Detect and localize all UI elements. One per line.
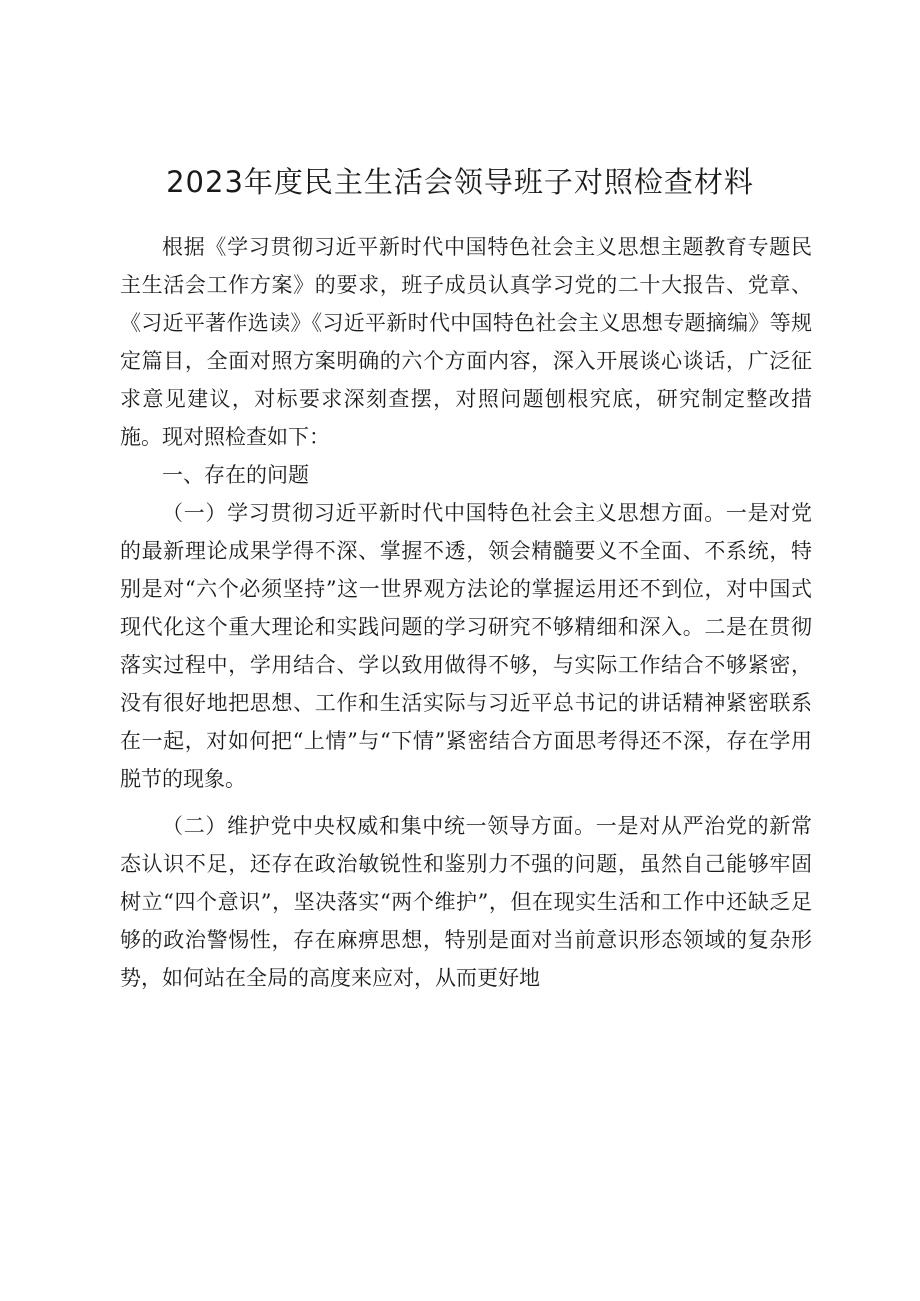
item-1-paragraph: （一）学习贯彻习近平新时代中国特色社会主义思想方面。一是对党的最新理论成果学得不深、掌握不透，领会精髓要义不全面、不系统，特别是对“六个必须坚持”这一世界观方法论的掌握运用还不到位，对中国式现代化这个重大理论和实践问题的学习研究不够精细和深入。二是在贯彻落实过程中，学用结合、学以致用做得不够，与实际工作结合不够紧密，没有很好地把思想、工作和生活实际与习近平总书记的讲话精神紧密联系在一起，对如何把“上情”与“下情”紧密结合方面思考得还不深，存在学用脱节的现象。	[120, 501, 812, 791]
intro-paragraph: 根据《学习贯彻习近平新时代中国特色社会主义思想主题教育专题民主生活会工作方案》的要求，班子成员认真学习党的二十大报告、党章、《习近平著作选读》《习近平新时代中国特色社会主义思想专题摘编》等规定篇目，全面对照方案明确的六个方面内容，深入开展谈心谈话，广泛征求意见建议，对标要求深刻查摆，对照问题刨根究底，研究制定整改措施。现对照检查如下：	[120, 235, 812, 449]
document-title: 2023年度民主生活会领导班子对照检查材料	[166, 165, 754, 199]
document-body	[120, 228, 812, 997]
item-2-paragraph: （二）维护党中央权威和集中统一领导方面。一是对从严治党的新常态认识不足，还存在政治敏锐性和鉴别力不强的问题，虽然自己能够牢固树立“四个意识”，坚决落实“两个维护”，但在现实生活和工作中还缺乏足够的政治警惕性，存在麻痹思想，特别是面对当前意识形态领域的复杂形势，如何站在全局的高度来应对，从而更好地	[120, 814, 812, 990]
section-heading-problems: 一、存在的问题	[162, 463, 309, 487]
paragraph-spacer	[120, 798, 812, 807]
